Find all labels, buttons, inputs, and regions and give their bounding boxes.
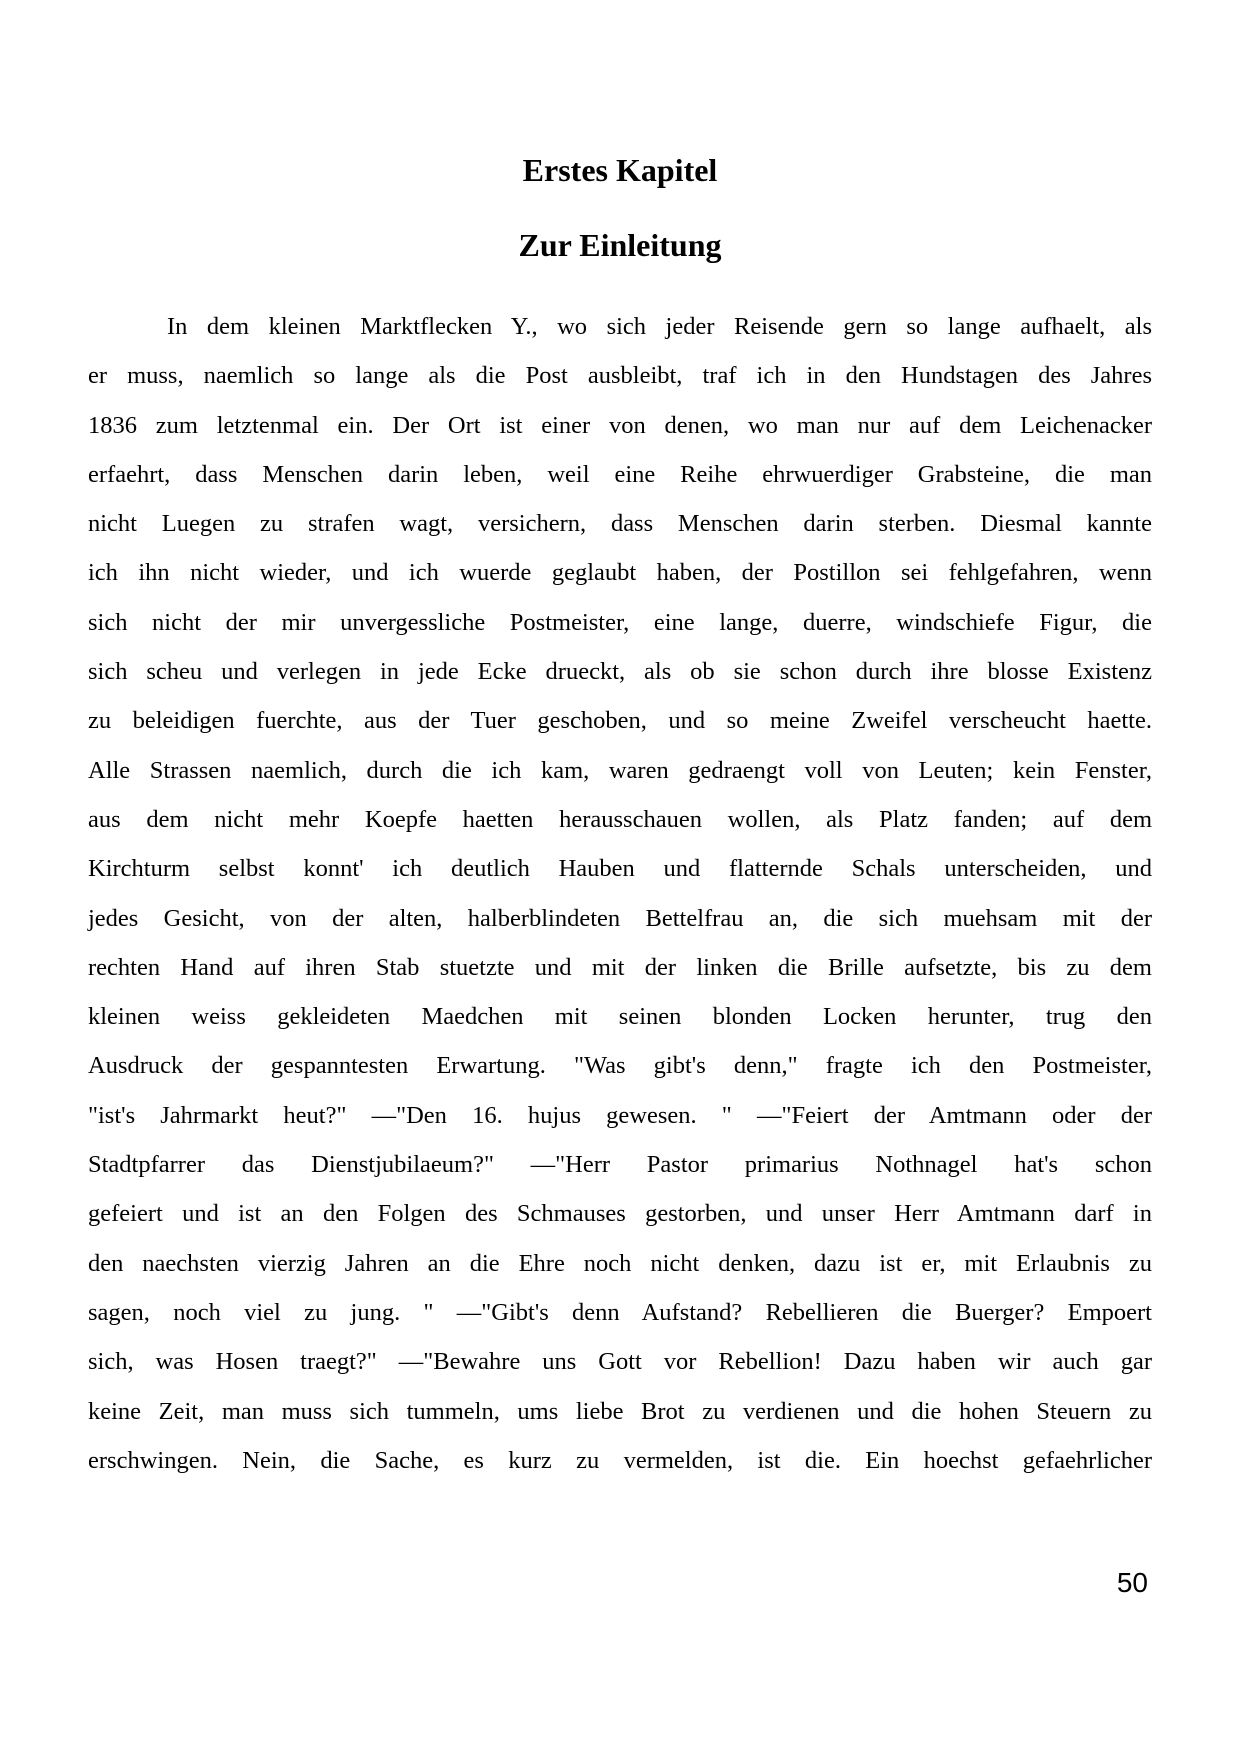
text-line: rechten Hand auf ihren Stab stuetzte und mit der linken die Brille aufsetzte, bis zu dem xyxy=(88,953,1152,981)
text-line: sich scheu und verlegen in jede Ecke drueckt, als ob sie schon durch ihre blosse Existenz xyxy=(88,658,1152,686)
text-line: nicht Luegen zu strafen wagt, versichern, dass Menschen darin sterben. Diesmal kannte xyxy=(88,510,1152,538)
text-line: jedes Gesicht, von der alten, halberblindeten Bettelfrau an, die sich muehsam mit der xyxy=(88,904,1152,932)
text-line: Kirchturm selbst konnt' ich deutlich Hauben und flatternde Schals unterscheiden, und xyxy=(88,855,1152,883)
text-line: sich, was Hosen traegt?" —"Bewahre uns Gott vor Rebellion! Dazu haben wir auch gar xyxy=(88,1348,1152,1376)
text-line: gefeiert und ist an den Folgen des Schmauses gestorben, und unser Herr Amtmann darf in xyxy=(88,1200,1152,1228)
text-line: Alle Strassen naemlich, durch die ich kam, waren gedraengt voll von Leuten; kein Fenster, xyxy=(88,756,1152,784)
chapter-subtitle: Zur Einleitung xyxy=(518,227,722,263)
text-line: Ausdruck der gespanntesten Erwartung. "Was gibt's denn," fragte ich den Postmeister, xyxy=(88,1052,1152,1080)
text-line: sagen, noch viel zu jung. " —"Gibt's denn Aufstand? Rebellieren die Buerger? Empoert xyxy=(88,1298,1152,1326)
page-number: 50 xyxy=(1116,1567,1148,1598)
text-line: aus dem nicht mehr Koepfe haetten herausschauen wollen, als Platz fanden; auf dem xyxy=(88,805,1152,833)
text-line: 1836 zum letztenmal ein. Der Ort ist einer von denen, wo man nur auf dem Leichenacker xyxy=(88,411,1152,439)
text-line: kleinen weiss gekleideten Maedchen mit seinen blonden Locken herunter, trug den xyxy=(88,1003,1152,1031)
text-line: er muss, naemlich so lange als die Post ausbleibt, traf ich in den Hundstagen des Jahres xyxy=(88,362,1152,390)
text-line: In dem kleinen Marktflecken Y., wo sich jeder Reisende gern so lange aufhaelt, als xyxy=(167,313,1152,340)
text-line: erfaehrt, dass Menschen darin leben, weil eine Reihe ehrwuerdiger Grabsteine, die man xyxy=(88,460,1152,488)
text-line: sich nicht der mir unvergessliche Postmeister, eine lange, duerre, windschiefe Figur, die xyxy=(88,608,1152,636)
text-line: "ist's Jahrmarkt heut?" —"Den 16. hujus gewesen. " —"Feiert der Amtmann oder der xyxy=(88,1101,1152,1129)
text-line: erschwingen. Nein, die Sache, es kurz zu vermelden, ist die. Ein hoechst gefaehrlicher xyxy=(88,1446,1152,1474)
body-paragraph xyxy=(88,302,1152,1485)
text-line: ich ihn nicht wieder, und ich wuerde geglaubt haben, der Postillon sei fehlgefahren, wenn xyxy=(88,559,1152,587)
text-line: den naechsten vierzig Jahren an die Ehre noch nicht denken, dazu ist er, mit Erlaubnis zu xyxy=(88,1249,1152,1277)
text-line: zu beleidigen fuerchte, aus der Tuer geschoben, und so meine Zweifel verscheucht haette. xyxy=(88,707,1152,735)
text-line: keine Zeit, man muss sich tummeln, ums liebe Brot zu verdienen und die hohen Steuern zu xyxy=(88,1397,1152,1425)
chapter-title: Erstes Kapitel xyxy=(522,152,718,188)
text-line: Stadtpfarrer das Dienstjubilaeum?" —"Herr Pastor primarius Nothnagel hat's schon xyxy=(88,1151,1152,1179)
